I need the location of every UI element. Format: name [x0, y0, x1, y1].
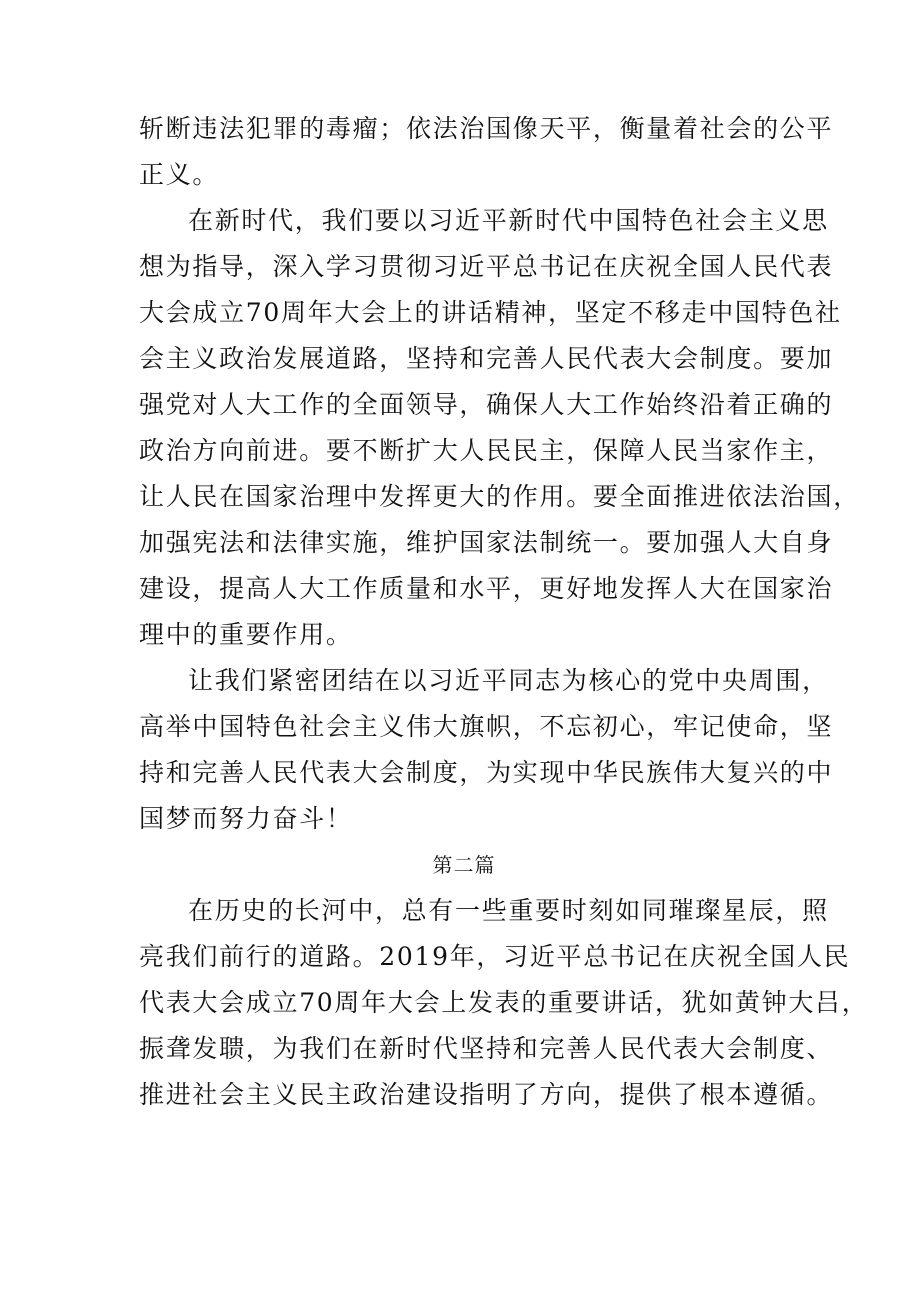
text-line: 在新时代，我们要以习近平新时代中国特色社会主义思 — [188, 206, 829, 235]
text-line: 国梦而努力奋斗！ — [139, 804, 353, 833]
text-line: 高举中国特色社会主义伟大旗帜，不忘初心，牢记使命，坚 — [139, 712, 834, 741]
text-line: 会主义政治发展道路，坚持和完善人民代表大会制度。要加 — [139, 344, 834, 373]
text-line: 代表大会成立70周年大会上发表的重要讲话，犹如黄钟大吕， — [139, 988, 869, 1017]
document-body — [139, 106, 869, 1118]
text-line: 正义。 — [139, 160, 220, 189]
text-line: 大会成立70周年大会上的讲话精神，坚定不移走中国特色社 — [139, 298, 842, 327]
text-line: 振聋发聩，为我们在新时代坚持和完善人民代表大会制度、 — [139, 1034, 834, 1063]
text-line: 亮我们前行的道路。2019年，习近平总书记在庆祝全国人民 — [139, 942, 851, 971]
paragraph — [139, 888, 869, 1118]
text-line: 持和完善人民代表大会制度，为实现中华民族伟大复兴的中 — [139, 758, 834, 787]
text-line: 斩断违法犯罪的毒瘤；依法治国像天平，衡量着社会的公平 — [139, 114, 834, 143]
text-line: 让人民在国家治理中发挥更大的作用。要全面推进依法治国， — [139, 482, 860, 511]
text-line: 建设，提高人大工作质量和水平，更好地发挥人大在国家治 — [139, 574, 834, 603]
text-line: 强党对人大工作的全面领导，确保人大工作始终沿着正确的 — [139, 390, 834, 419]
text-line: 想为指导，深入学习贯彻习近平总书记在庆祝全国人民代表 — [139, 252, 834, 281]
text-line: 理中的重要作用。 — [139, 620, 353, 649]
section-heading: 第二篇 — [432, 853, 496, 877]
text-line: 推进社会主义民主政治建设指明了方向，提供了根本遵循。 — [139, 1080, 834, 1109]
text-line: 政治方向前进。要不断扩大人民民主，保障人民当家作主， — [139, 436, 834, 465]
paragraph — [139, 658, 834, 842]
paragraph — [139, 106, 834, 198]
text-line: 在历史的长河中，总有一些重要时刻如同璀璨星辰，照 — [188, 896, 829, 925]
text-line: 让我们紧密团结在以习近平同志为核心的党中央周围， — [188, 666, 829, 695]
paragraph — [139, 198, 860, 658]
text-line: 加强宪法和法律实施，维护国家法制统一。要加强人大自身 — [139, 528, 834, 557]
